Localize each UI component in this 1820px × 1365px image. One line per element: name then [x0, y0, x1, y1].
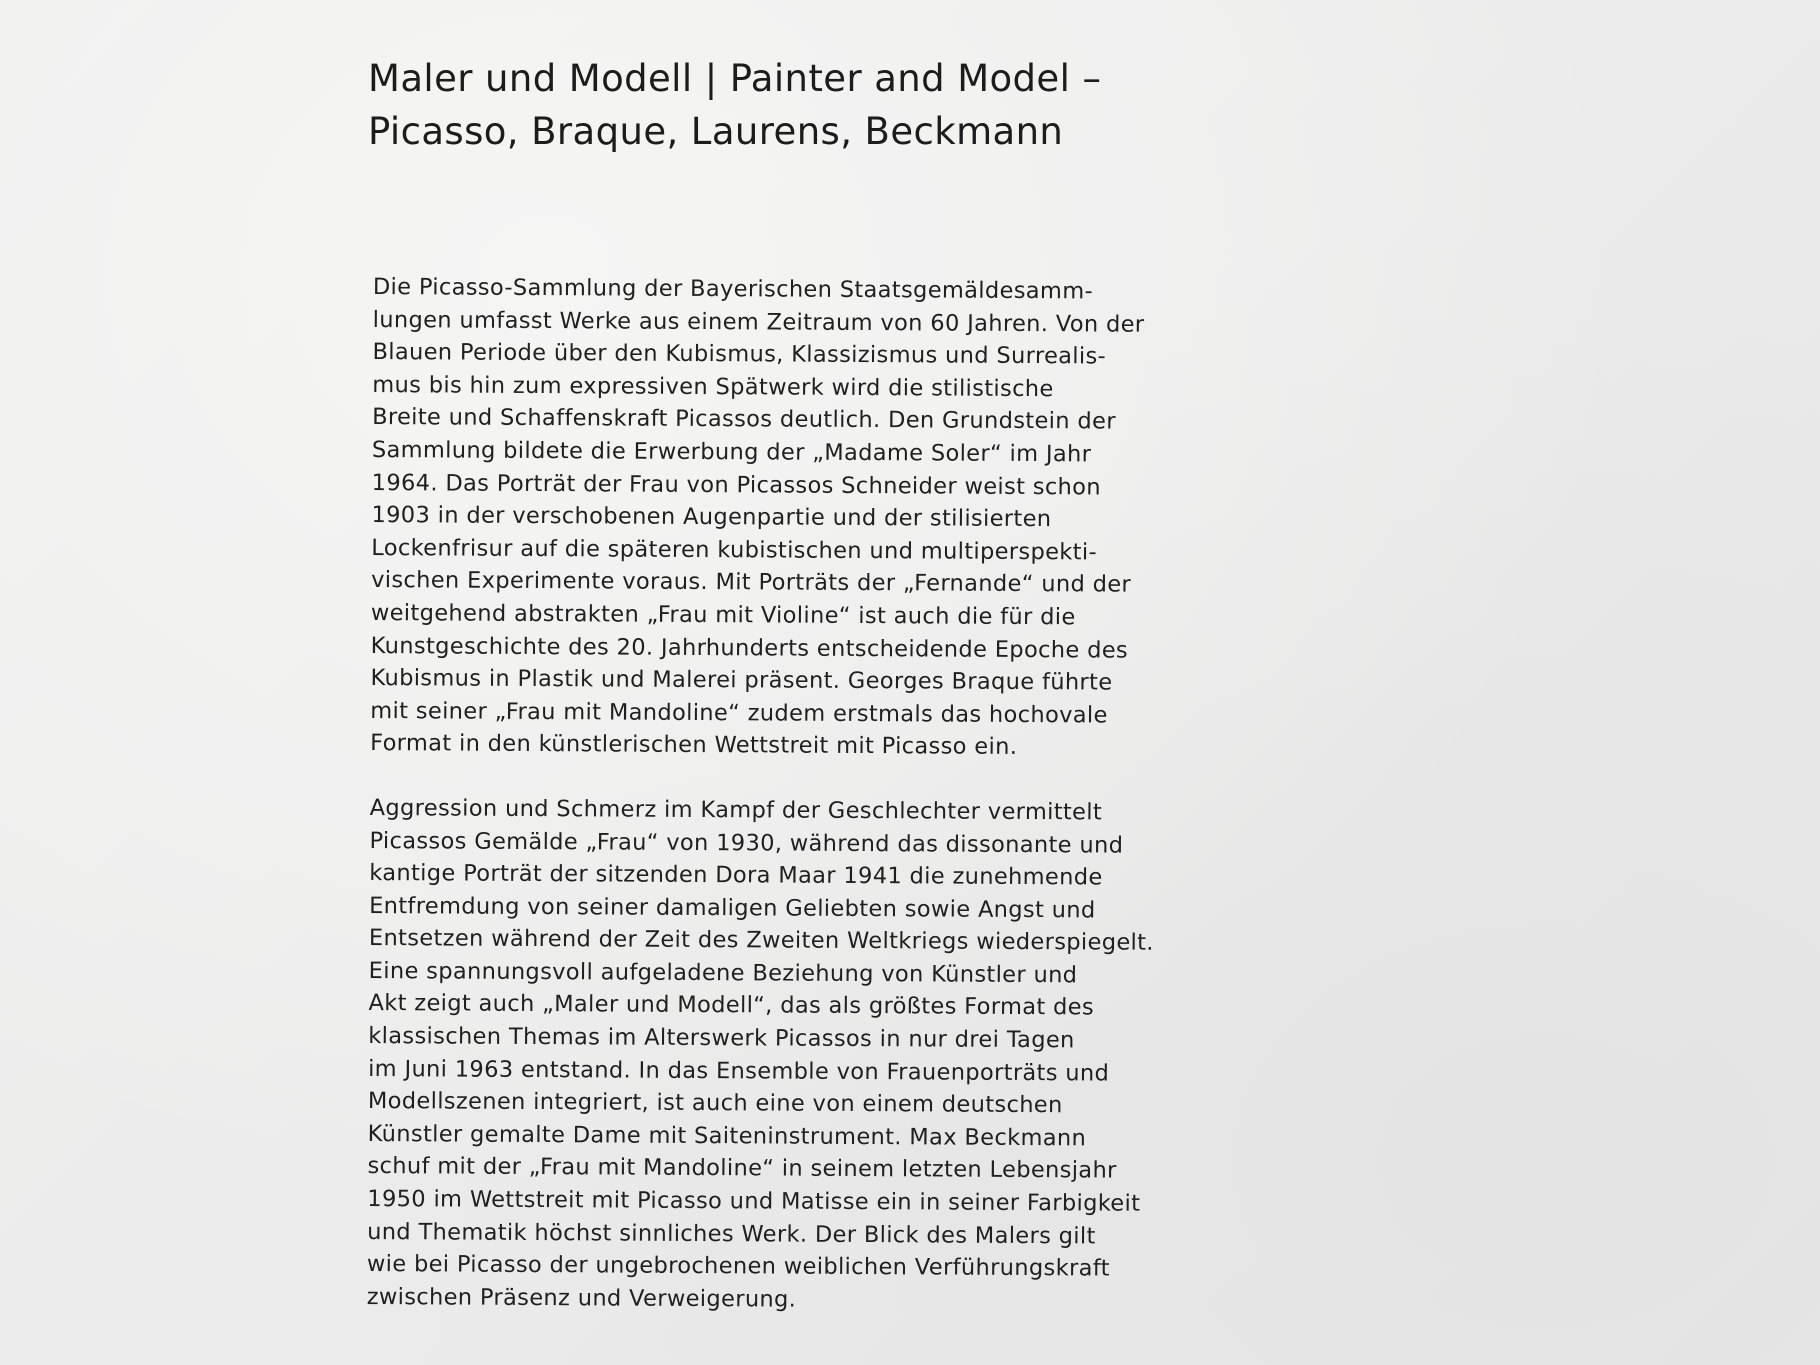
panel-title: [368, 52, 1268, 158]
text-line: Kunstgeschichte des 20. Jahrhunderts entscheidende Epoche des: [370, 632, 1129, 664]
text-line: mus bis hin zum expressiven Spätwerk wird die stilistische: [372, 371, 1054, 402]
text-line: 1964. Das Porträt der Frau von Picassos Schneider weist schon: [371, 469, 1102, 501]
text-line: wie bei Picasso der ungebrochenen weiblichen Verführungskraft: [366, 1251, 1110, 1282]
text-line: Sammlung bildete die Erwerbung der „Madame Soler“ im Jahr: [371, 436, 1092, 468]
text-line: Künstler gemalte Dame mit Saiteninstrument. Max Beckmann: [367, 1120, 1087, 1152]
text-line: Kubismus in Plastik und Malerei präsent. Georges Braque führte: [370, 665, 1113, 696]
text-line: schuf mit der „Frau mit Mandoline“ in seinem letzten Lebensjahr: [367, 1153, 1117, 1184]
text-line: klassischen Themas im Alterswerk Picassos in nur drei Tagen: [368, 1023, 1075, 1054]
title-line: Maler und Modell | Painter and Model –: [368, 57, 1102, 100]
text-line: kantige Porträt der sitzenden Dora Maar 1941 die zunehmende: [369, 860, 1103, 891]
text-line: vischen Experimente voraus. Mit Porträts der „Fernande“ und der: [371, 567, 1132, 598]
panel-body-text: [366, 271, 1233, 1351]
text-line: Lockenfrisur auf die späteren kubistischen und multiperspekti-: [371, 534, 1098, 566]
text-line: lungen umfasst Werke aus einem Zeitraum von 60 Jahren. Von der: [372, 306, 1145, 338]
text-line: Blauen Periode über den Kubismus, Klassizismus und Surrealis-: [372, 339, 1107, 370]
text-line: Eine spannungsvoll aufgeladene Beziehung von Künstler und: [368, 957, 1078, 989]
text-line: im Juni 1963 entstand. In das Ensemble von Frauenporträts und: [368, 1055, 1110, 1087]
paragraph-collection-history: [370, 271, 1233, 765]
text-line: Die Picasso-Sammlung der Bayerischen Staatsgemäldesamm-: [372, 273, 1094, 305]
text-line: und Thematik höchst sinnliches Werk. Der Blick des Malers gilt: [367, 1218, 1096, 1250]
text-line: Format in den künstlerischen Wettstreit mit Picasso ein.: [370, 730, 1018, 761]
text-line: mit seiner „Frau mit Mandoline“ zudem erstmals das hochovale: [370, 697, 1108, 729]
text-line: Breite und Schaffenskraft Picassos deutlich. Den Grundstein der: [372, 404, 1116, 435]
text-line: zwischen Präsenz und Verweigerung.: [366, 1283, 797, 1313]
text-line: Picassos Gemälde „Frau“ von 1930, während das dissonante und: [369, 827, 1124, 859]
text-line: Aggression und Schmerz im Kampf der Geschlechter vermittelt: [369, 794, 1103, 826]
text-line: 1903 in der verschobenen Augenpartie und der stilisierten: [371, 502, 1052, 533]
text-line: Entsetzen während der Zeit des Zweiten Weltkriegs wiederspiegelt.: [368, 925, 1154, 957]
text-line: weitgehend abstrakten „Frau mit Violine“ ist auch die für die: [370, 599, 1076, 631]
title-line: Picasso, Braque, Laurens, Beckmann: [368, 110, 1064, 153]
text-line: 1950 im Wettstreit mit Picasso und Matisse ein in seiner Farbigkeit: [367, 1186, 1141, 1217]
text-line: Akt zeigt auch „Maler und Modell“, das als größtes Format des: [368, 990, 1095, 1021]
text-line: Modellszenen integriert, ist auch eine von einem deutschen: [367, 1088, 1063, 1119]
text-line: Entfremdung von seiner damaligen Geliebten sowie Angst und: [369, 892, 1096, 924]
paragraph-themes: [367, 792, 1230, 1319]
